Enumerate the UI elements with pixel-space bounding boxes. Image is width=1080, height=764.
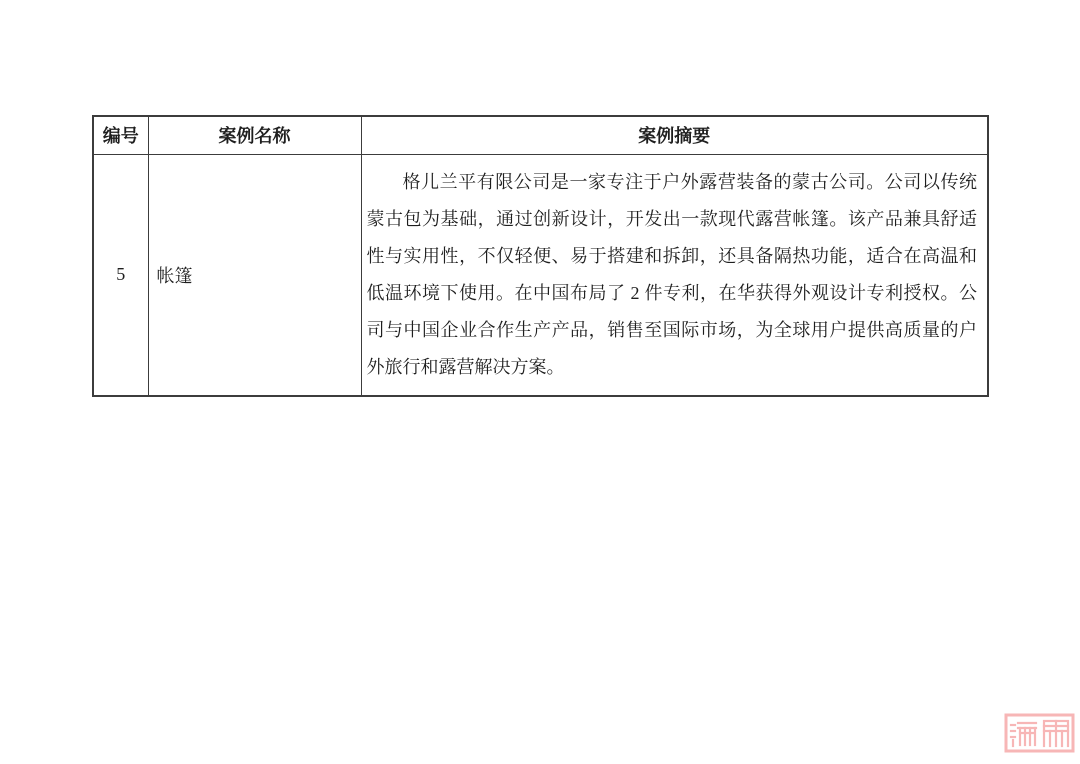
case-number-cell: 5 bbox=[93, 154, 148, 396]
col-header-case-summary: 案例摘要 bbox=[361, 116, 988, 154]
seal-stamp-icon bbox=[1004, 713, 1075, 753]
case-table bbox=[92, 115, 989, 397]
case-summary-text: 格儿兰平有限公司是一家专注于户外露营装备的蒙古公司。公司以传统蒙古包为基础，通过创新设计，开发出一款现代露营帐篷。该产品兼具舒适性与实用性，不仅轻便、易于搭建和拆卸，还具备隔热功能，适合在高温和低温环境下使用。在中国布局了 2 件专利，在华获得外观设计专利授权。公司与中国企业合作生产产品，销售至国际市场，为全球用户提供高质量的户外旅行和露营解决方案。 bbox=[366, 171, 977, 377]
case-name-cell: 帐篷 bbox=[148, 154, 361, 396]
case-summary-cell bbox=[361, 154, 988, 396]
col-header-number: 编号 bbox=[93, 116, 148, 154]
table-row bbox=[93, 154, 988, 396]
col-header-case-name: 案例名称 bbox=[148, 116, 361, 154]
table-header-row bbox=[93, 116, 988, 154]
seal-watermark bbox=[1004, 713, 1075, 753]
